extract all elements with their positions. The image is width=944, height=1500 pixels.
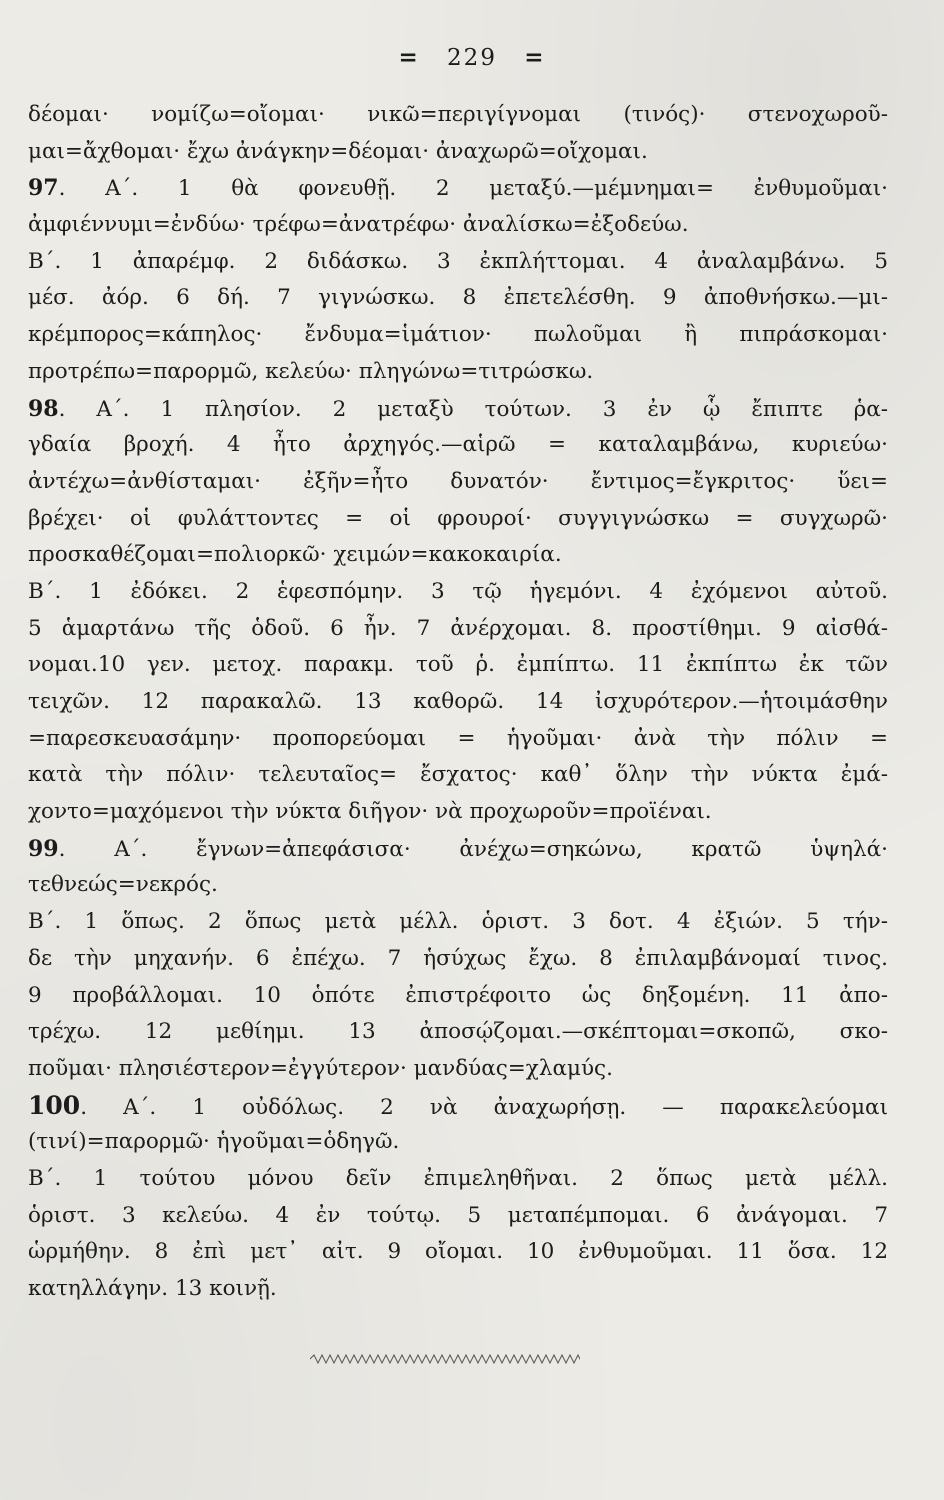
line-text: νομαι.10 γεν. μετοχ. παρακμ. τοῦ ῥ. ἐμπίπτω. 11 ἐκπίπτω ἐκ τῶν [28,652,888,678]
line-text: 5 ἁμαρτάνω τῆς ὁδοῦ. 6 ἦν. 7 ἀνέρχομαι. 8. προστίθημι. 9 αἰσθά- [28,615,888,641]
line-text: =παρεσκευασάμην· προπορεύομαι = ἡγοῦμαι· ἀνὰ τὴν πόλιν = [28,725,888,751]
line-text: . Α΄. ἔγνων=ἀπεφάσισα· ἀνέχω=σηκώνω, κρατῶ ὑψηλά· [58,836,888,862]
line-text: 9 προβάλλομαι. 10 ὁπότε ἐπιστρέφοιτο ὡς δηξομένη. 11 ἀπο- [28,982,888,1008]
line-text: ἀμφιέννυμι=ἐνδύω· τρέφω=ἀνατρέφω· ἀναλίσκω=ἐξοδεύω. [28,212,689,238]
line-text: τεθνεώς=νεκρός. [28,872,218,898]
text-line [28,317,888,354]
text-line [28,537,888,574]
line-text: ἀντέχω=ἀνθίσταμαι· ἐξῆν=ἦτο δυνατόν· ἔντιμος=ἔγκριτος· ὕει= [28,468,888,494]
text-line [28,1051,888,1088]
text-line [28,867,888,904]
text-line [28,611,888,648]
line-text: Β΄. 1 ἀπαρέμφ. 2 διδάσκω. 3 ἐκπλήττομαι. 4 ἀναλαμβάνω. 5 [28,248,888,274]
text-line [28,647,888,684]
line-text: (τινί)=παρορμῶ· ἡγοῦμαι=ὁδηγῶ. [28,1129,400,1155]
text-line [28,941,888,978]
section-number: 99 [28,835,59,862]
text-line [28,757,888,794]
line-text: τρέχω. 12 μεθίημι. 13 ἀποσῴζομαι.—σκέπτομαι=σκοπῶ, σκο- [28,1019,888,1045]
line-text: προσκαθέζομαι=πολιορκῶ· χειμών=κακοκαιρία. [28,542,562,568]
text-line [28,464,888,501]
line-text: Β΄. 1 ὅπως. 2 ὅπως μετὰ μέλλ. ὁριστ. 3 δοτ. 4 ἐξιών. 5 τήν- [28,909,888,935]
text-line [28,391,888,428]
text-line [28,574,888,611]
text-line [28,280,888,317]
text-line [28,721,888,758]
text-line [28,354,888,391]
line-text: . Α΄. 1 θὰ φονευθῇ. 2 μεταξύ.—μέμνημαι= ἐνθυμοῦμαι· [58,176,888,202]
text-line [28,427,888,464]
line-text: χοντο=μαχόμενοι τὴν νύκτα διῆγον· νὰ προχωροῦν=προϊέναι. [28,799,712,825]
text-line [28,1198,888,1235]
line-text: Β΄. 1 τούτου μόνου δεῖν ἐπιμεληθῆναι. 2 ὅπως μετὰ μέλλ. [28,1165,888,1191]
line-text: μαι=ἄχθομαι· ἔχω ἀνάγκην=δέομαι· ἀναχωρῶ=οἴχομαι. [28,138,648,164]
text-line [28,684,888,721]
closing-ornament [310,1352,580,1366]
line-text: μέσ. ἀόρ. 6 δή. 7 γιγνώσκω. 8 ἐπετελέσθη. 9 ἀποθνήσκω.—μι- [28,285,888,311]
text-line [28,1161,888,1198]
text-line [28,97,888,134]
line-text: ὁριστ. 3 κελεύω. 4 ἐν τούτῳ. 5 μεταπέμπομαι. 6 ἀνάγομαι. 7 [28,1202,888,1228]
text-line [28,134,888,171]
header-left-dash: = [398,44,420,71]
text-line [28,170,888,207]
line-text: τειχῶν. 12 παρακαλῶ. 13 καθορῶ. 14 ἰσχυρότερον.—ἡτοιμάσθην [28,689,888,714]
text-line [28,831,888,868]
line-text: . Α΄. 1 πλησίον. 2 μεταξὺ τούτων. 3 ἐν ᾧ ἔπιπτε ῥα- [58,396,888,422]
header-right-dash: = [524,44,546,71]
line-text: δέομαι· νομίζω=οἴομαι· νικῶ=περιγίγνομαι (τινός)· στενοχωροῦ- [28,102,888,127]
line-text: ποῦμαι· πλησιέστερον=ἐγγύτερον· μανδύας=χλαμύς. [28,1055,613,1081]
text-line [28,207,888,244]
text-line [28,244,888,281]
section-number: 98 [28,395,59,422]
text-line [28,1088,888,1125]
section-number: 97 [28,175,59,202]
text-line [28,978,888,1015]
line-text: δε τὴν μηχανήν. 6 ἐπέχω. 7 ἡσύχως ἔχω. 8 ἐπιλαμβάνομαί τινος. [28,945,888,971]
page-header [0,44,944,71]
line-text: γδαία βροχή. 4 ἦτο ἀρχηγός.—αἱρῶ = καταλαμβάνω, κυριεύω· [28,432,888,458]
text-line [28,1271,888,1308]
text-line [28,1014,888,1051]
line-text: κατηλλάγην. 13 κοινῇ. [28,1276,277,1301]
text-line [28,1124,888,1161]
line-text: . Α΄. 1 οὐδόλως. 2 νὰ ἀναχωρήσῃ. — παρακελεύομαι [80,1094,888,1120]
page-number: 229 [447,45,497,71]
text-line [28,501,888,538]
text-line [28,904,888,941]
page-body [28,97,888,1308]
line-text: κατὰ τὴν πόλιν· τελευταῖος= ἔσχατος· καθ᾽ ὅλην τὴν νύκτα ἐμά- [28,762,888,788]
section-number: 100 [28,1090,81,1120]
line-text: βρέχει· οἱ φυλάττοντες = οἱ φρουροί· συγγιγνώσκω = συγχωρῶ· [28,505,888,531]
line-text: προτρέπω=παρορμῶ, κελεύω· πληγώνω=τιτρώσκω. [28,358,594,384]
line-text: ὡρμήθην. 8 ἐπὶ μετ᾽ αἰτ. 9 οἴομαι. 10 ἐνθυμοῦμαι. 11 ὅσα. 12 [28,1239,888,1265]
line-text: Β΄. 1 ἐδόκει. 2 ἑφεσπόμην. 3 τῷ ἡγεμόνι. 4 ἐχόμενοι αὐτοῦ. [28,578,888,604]
text-line [28,1234,888,1271]
text-line [28,794,888,831]
line-text: κρέμπορος=κάπηλος· ἔνδυμα=ἱμάτιον· πωλοῦμαι ἢ πιπράσκομαι· [28,322,888,348]
